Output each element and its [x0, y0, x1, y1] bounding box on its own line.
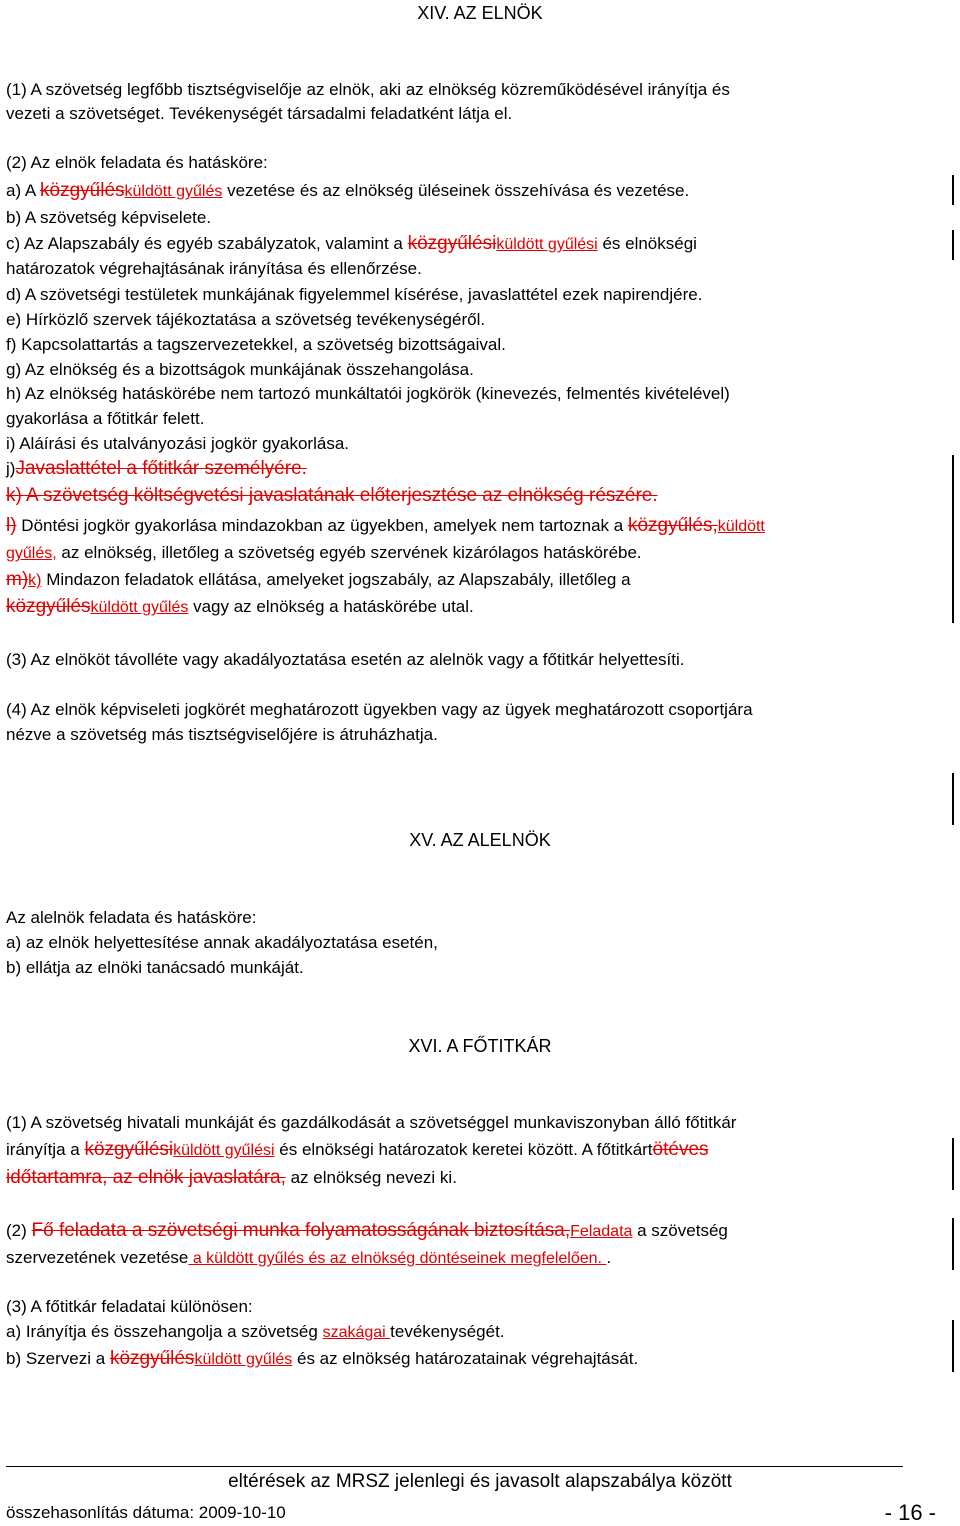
list-item: m)k) Mindazon feladatok ellátása, amelyeket jogszabály, az Alapszabály, illetőleg a: [6, 569, 631, 590]
list-item: i) Aláírási és utalványozási jogkör gyakorlása.: [6, 434, 349, 453]
change-bar: [952, 1320, 954, 1372]
deleted-text: közgyűlés: [40, 180, 125, 201]
section-title-xv: XV. AZ ALELNÖK: [409, 830, 551, 850]
inserted-text: küldött gyűlés: [90, 599, 189, 616]
list-item: a) A közgyűlésküldött gyűlés vezetése és az elnökség üléseinek összehívása és vezetése.: [6, 180, 690, 201]
section-title-xvi: XVI. A FŐTITKÁR: [408, 1036, 552, 1056]
paragraph-line: időtartamra, az elnök javaslatára, az elnökség nevezi ki.: [6, 1167, 457, 1188]
deleted-text: közgyűlési: [84, 1139, 174, 1160]
paragraph-line: (2) Fő feladata a szövetségi munka folyamatosságának biztosítása,Feladata a szövetség: [6, 1220, 728, 1241]
list-item: b) ellátja az elnöki tanácsadó munkáját.: [6, 958, 304, 977]
list-item: gyűlés, az elnökség, illetőleg a szövetség egyéb szervének kizárólagos hatáskörébe.: [6, 543, 642, 562]
inserted-text: k): [28, 572, 42, 589]
list-item: határozatok végrehajtásának irányítása és ellenőrzése.: [6, 259, 422, 278]
change-bar: [952, 1138, 954, 1190]
deleted-text: közgyűlés,: [627, 515, 718, 536]
paragraph-line: (2) Az elnök feladata és hatásköre:: [6, 153, 268, 172]
list-item: f) Kapcsolattartás a tagszervezetekkel, a szövetség bizottságaival.: [6, 335, 506, 354]
list-item: közgyűlésküldött gyűlés vagy az elnökség a hatáskörébe utal.: [6, 596, 474, 617]
list-item: [6, 486, 658, 506]
paragraph-line: (1) A szövetség legfőbb tisztségviselője az elnök, aki az elnökség közreműködésével irányítja és: [6, 80, 730, 99]
paragraph-line: (3) Az elnököt távolléte vagy akadályoztatása esetén az alelnök vagy a főtitkár helyettesíti.: [6, 650, 685, 669]
list-item: l) Döntési jogkör gyakorlása mindazokban az ügyekben, amelyek nem tartoznak a közgyűlés,küldött: [6, 515, 765, 536]
paragraph-line: (3) A főtitkár feladatai különösen:: [6, 1297, 253, 1316]
footer-rule: [6, 1466, 903, 1467]
paragraph-line: vezeti a szövetséget. Tevékenységét társadalmi feladatként látja el.: [6, 104, 513, 123]
change-bar: [952, 455, 954, 623]
list-item: b) A szövetség képviselete.: [6, 208, 212, 227]
inserted-text: küldött gyűlési: [496, 236, 598, 253]
deleted-text: közgyűlés: [109, 1348, 195, 1369]
change-bar: [952, 773, 954, 825]
list-item: h) Az elnökség hatáskörébe nem tartozó munkáltatói jogkörök (kinevezés, felmentés kivételével): [6, 384, 730, 403]
paragraph-line: irányítja a közgyűlésiküldött gyűlési és elnökségi határozatok keretei között. A főtitkártötéves: [6, 1139, 709, 1160]
inserted-text: szakágai: [322, 1324, 391, 1341]
deleted-text: m): [6, 569, 29, 590]
footer-title: eltérések az MRSZ jelenlegi és javasolt alapszabálya között: [228, 1471, 732, 1492]
page-number: - 16 -: [884, 1500, 936, 1525]
paragraph-line: szervezetének vezetése a küldött gyűlés és az elnökség döntéseinek megfelelően. .: [6, 1248, 612, 1267]
list-item: a) az elnök helyettesítése annak akadályoztatása esetén,: [6, 933, 438, 952]
deleted-text: időtartamra, az elnök javaslatára,: [6, 1167, 286, 1188]
list-item: e) Hírközlő szervek tájékoztatása a szövetség tevékenységéről.: [6, 310, 486, 329]
deleted-text: k) A szövetség költségvetési javaslatának előterjesztése az elnökség részére.: [6, 485, 658, 506]
deleted-text: közgyűlés: [6, 596, 91, 617]
paragraph-line: nézve a szövetség más tisztségviselőjére is átruházhatja.: [6, 725, 438, 744]
list-item: b) Szervezi a közgyűlésküldött gyűlés és az elnökség határozatainak végrehajtását.: [6, 1348, 639, 1369]
deleted-text: közgyűlési: [407, 233, 497, 254]
inserted-text: küldött gyűlési: [173, 1142, 275, 1159]
change-bar: [952, 1218, 954, 1270]
list-item: a) Irányítja és összehangolja a szövetség szakágai tevékenységét.: [6, 1322, 505, 1341]
paragraph-line: (4) Az elnök képviseleti jogkörét meghatározott ügyekben vagy az ügyek meghatározott csoportjára: [6, 700, 753, 719]
deleted-text: Fő feladata a szövetségi munka folyamatosságának biztosítása,: [31, 1220, 571, 1241]
deleted-text: ötéves: [652, 1139, 709, 1160]
list-item: g) Az elnökség és a bizottságok munkájának összehangolása.: [6, 360, 474, 379]
deleted-text: Javaslattétel a főtitkár személyére.: [15, 458, 307, 479]
inserted-text: küldött gyűlés: [194, 1351, 293, 1368]
change-bar: [952, 230, 954, 260]
inserted-text: gyűlés,: [6, 545, 57, 562]
paragraph-line: (1) A szövetség hivatali munkáját és gazdálkodását a szövetséggel munkaviszonyban álló főtitkár: [6, 1113, 737, 1132]
inserted-text: a küldött gyűlés és az elnökség döntéseinek megfelelően.: [188, 1250, 607, 1267]
deleted-text: l): [6, 515, 17, 536]
inserted-text: küldött: [717, 518, 765, 535]
list-item: gyakorlása a főtitkár felett.: [6, 409, 205, 428]
list-item: j)Javaslattétel a főtitkár személyére.: [6, 458, 307, 479]
list-item: d) A szövetségi testületek munkájának figyelemmel kísérése, javaslattétel ezek napirendjére.: [6, 285, 703, 304]
paragraph-line: Az alelnök feladata és hatásköre:: [6, 908, 257, 927]
inserted-text: Feladata: [570, 1223, 633, 1240]
change-bar: [952, 175, 954, 205]
footer-date: összehasonlítás dátuma: 2009-10-10: [6, 1503, 286, 1522]
inserted-text: küldött gyűlés: [124, 183, 223, 200]
list-item: c) Az Alapszabály és egyéb szabályzatok, valamint a közgyűlésiküldött gyűlési és elnökségi: [6, 233, 697, 254]
section-title-xiv: XIV. AZ ELNÖK: [417, 3, 543, 23]
